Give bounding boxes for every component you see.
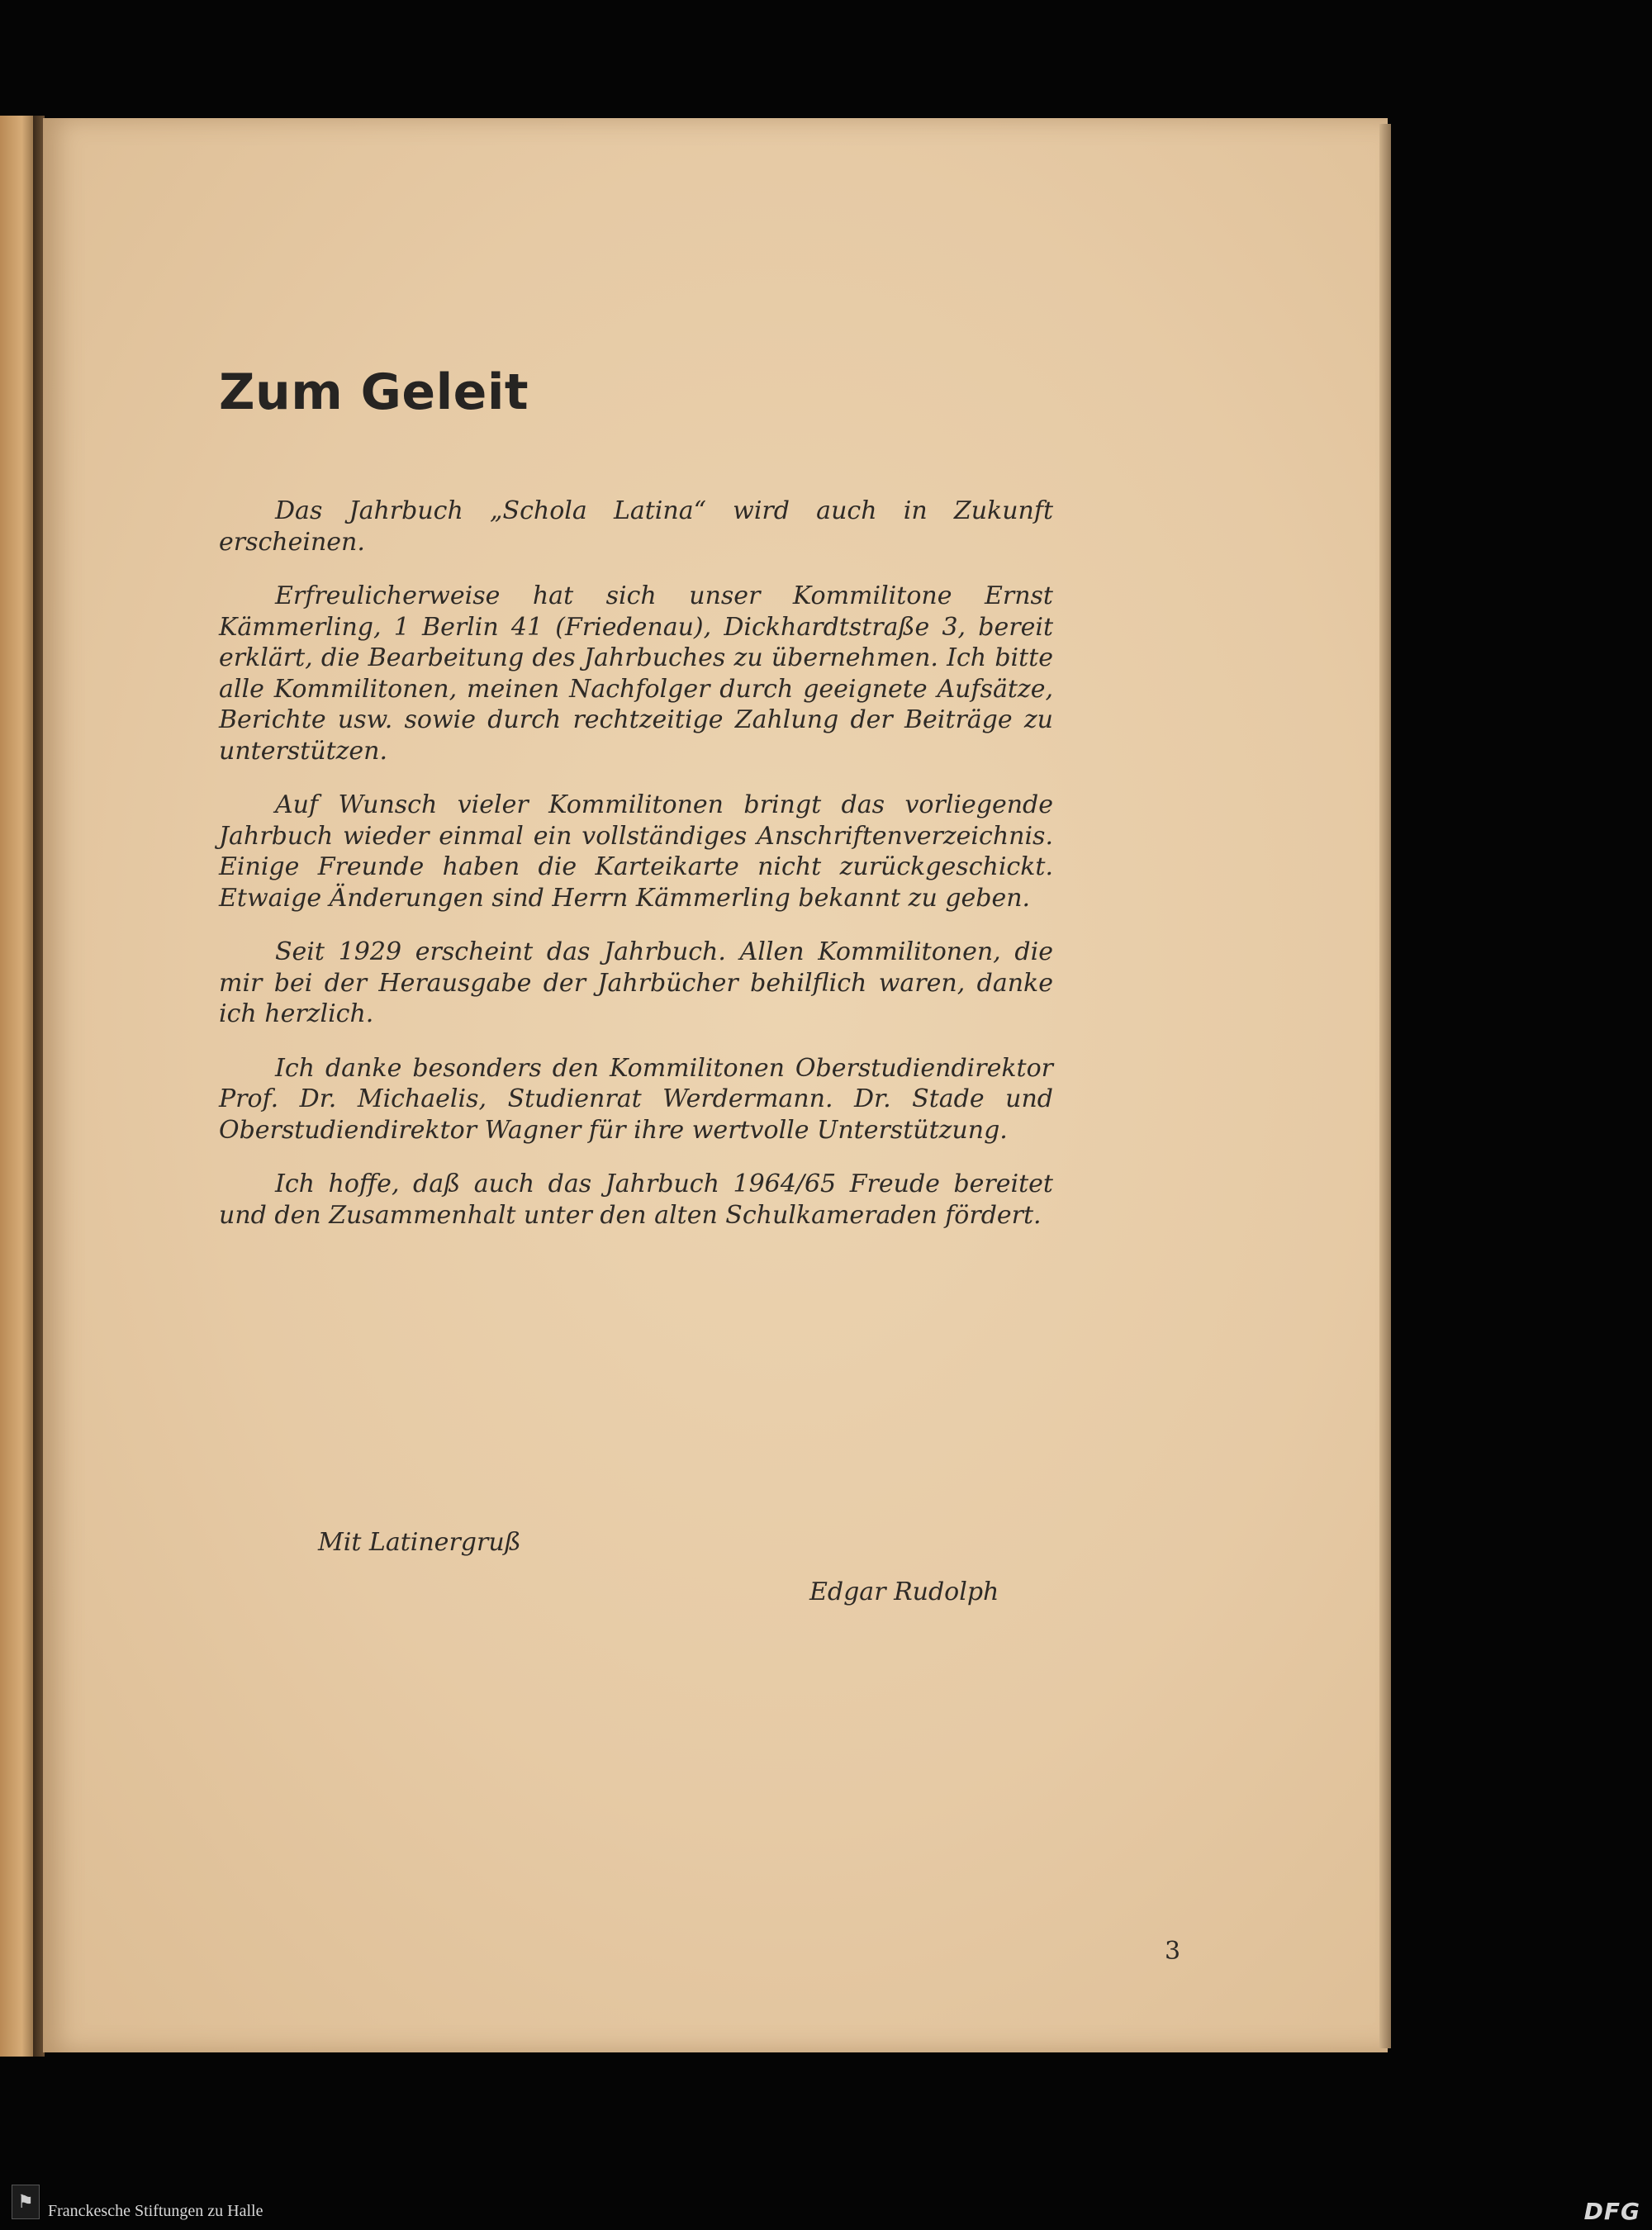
left-facing-page (0, 116, 36, 2057)
paragraph-3: Auf Wunsch vieler Kommilitonen bringt das vorliegende Jahrbuch wieder einmal ein vollständiges Anschriftenverzeichnis. Einige Freunde haben die Karteikarte nicht zurückgeschickt. Etwaige Änderungen sind Herrn Kämmerling bekannt zu geben. (219, 790, 1053, 913)
paragraph-1: Das Jahrbuch „Schola Latina“ wird auch in Zukunft erscheinen. (219, 496, 1053, 557)
page-number: 3 (1165, 1937, 1181, 1966)
paragraph-4: Seit 1929 erscheint das Jahrbuch. Allen Kommilitonen, die mir bei der Herausgabe der Jahrbücher behilflich waren, danke ich herzlich. (219, 937, 1053, 1028)
page-edge (1379, 124, 1391, 2048)
body-text (219, 496, 1053, 1254)
building-icon: ⚑ (12, 2185, 40, 2219)
paragraph-5: Ich danke besonders den Kommilitonen Oberstudiendirektor Prof. Dr. Michaelis, Studienrat Werdermann. Dr. Stade und Oberstudiendirektor Wagner für ihre wertvolle Unterstützung. (219, 1053, 1053, 1145)
signature: Edgar Rudolph (809, 1578, 999, 1606)
closing-greeting: Mit Latinergruß (318, 1528, 521, 1557)
paragraph-6: Ich hoffe, daß auch das Jahrbuch 1964/65 Freude bereitet und den Zusammenhalt unter den alten Schulkameraden fördert. (219, 1170, 1053, 1230)
institution-label: Franckesche Stiftungen zu Halle (48, 2202, 263, 2220)
page-title: Zum Geleit (219, 363, 529, 421)
dfg-logo: DFG (1583, 2198, 1640, 2225)
paragraph-2: Erfreulicherweise hat sich unser Kommilitone Ernst Kämmerling, 1 Berlin 41 (Friedenau), Dickhardtstraße 3, bereit erklärt, die Bearbeitung des Jahrbuches zu übernehmen. Ich bitte alle Kommilitonen, meinen Nachfolger durch geeignete Aufsätze, Berichte usw. sowie durch rechtzeitige Zahlung der Beiträge zu unterstützen. (219, 581, 1053, 766)
